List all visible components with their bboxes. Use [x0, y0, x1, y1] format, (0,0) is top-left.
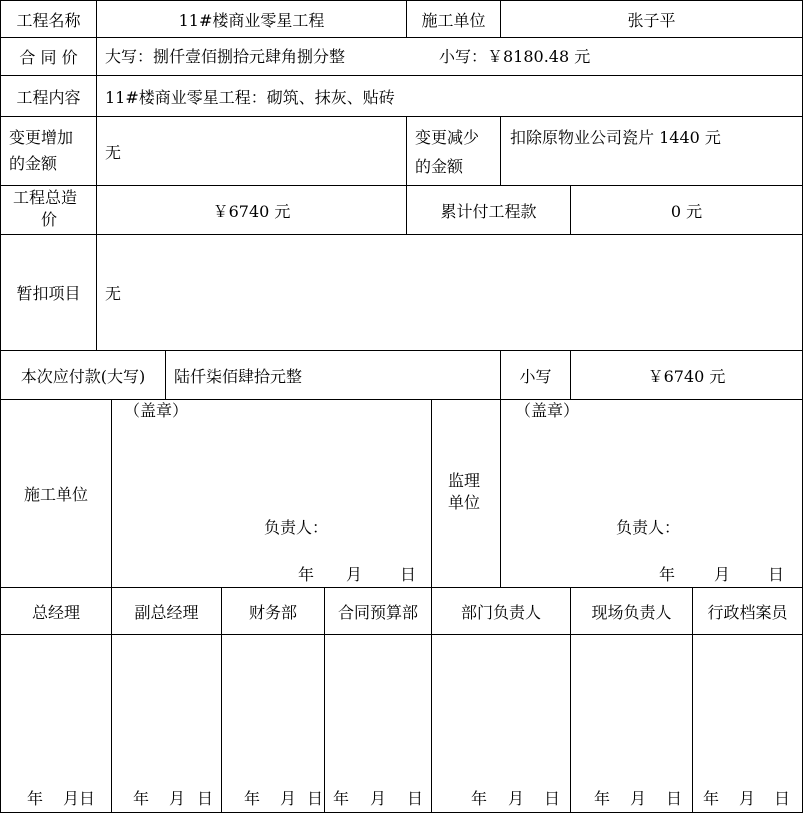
paid-value: 0 元 — [670, 201, 703, 221]
approval-date-day: 日 — [666, 789, 683, 808]
approval-box-finance — [221, 634, 325, 813]
approval-header-deputy-gm: 副总经理 — [111, 587, 222, 635]
supervisor-signature-cell — [500, 399, 803, 588]
approval-date-year: 年 — [27, 789, 44, 808]
approval-header-gm: 总经理 — [0, 587, 112, 635]
approval-box-deputy-gm — [111, 634, 222, 813]
approval-date-year: 年 — [703, 789, 720, 808]
contractor-month: 月 — [346, 565, 363, 584]
project-name-label-cell — [0, 0, 97, 38]
total-cost-cell — [96, 185, 407, 235]
approval-date-month-day: 月日 — [63, 789, 96, 808]
supervisor-month: 月 — [714, 565, 731, 584]
increase-value: 无 — [105, 142, 122, 162]
increase-label-line2: 的金额 — [9, 154, 58, 173]
contractor-person-in-charge: 负责人： — [264, 518, 329, 537]
paid-label-cell — [406, 185, 571, 235]
contractor-label-cell — [406, 0, 501, 38]
paid-value-cell — [570, 185, 803, 235]
decrease-label-cell — [406, 116, 501, 186]
total-cost-label-line2: 价 — [41, 210, 58, 229]
decrease-value-cell — [500, 116, 803, 186]
stamp-contractor-label: 施工单位 — [23, 485, 88, 504]
contractor-name: 张子平 — [627, 10, 676, 30]
approval-box-site-head — [570, 634, 693, 813]
contractor-label: 施工单位 — [421, 10, 486, 30]
contract-price-words: 大写：捌仟壹佰捌拾元肆角捌分整 — [105, 47, 346, 66]
approval-date-month: 月 — [370, 789, 387, 808]
increase-label-line1: 变更增加 — [9, 128, 74, 147]
payable-small-label: 小写 — [519, 366, 552, 386]
payable-small-label-cell — [500, 350, 571, 400]
supervisor-person-in-charge: 负责人： — [616, 518, 681, 537]
supervisor-seal-text: （盖章） — [515, 401, 580, 420]
approval-box-dept-head — [431, 634, 571, 813]
withheld-value-cell — [96, 234, 803, 351]
contractor-year: 年 — [298, 565, 315, 584]
contractor-day: 日 — [400, 565, 417, 584]
project-name-cell — [96, 0, 407, 38]
contractor-cell — [500, 0, 803, 38]
increase-value-cell — [96, 116, 407, 186]
withheld-value: 无 — [105, 284, 122, 303]
approval-header-dept-head: 部门负责人 — [431, 587, 571, 635]
approval-date-day: 日 — [774, 789, 791, 808]
content-label: 工程内容 — [16, 87, 81, 107]
contract-price-label: 合 同 价 — [19, 48, 78, 67]
approval-date-day: 日 — [407, 789, 424, 808]
approval-date-year: 年 — [333, 789, 350, 808]
paid-label: 累计付工程款 — [440, 201, 537, 221]
approval-header-contract-budget: 合同预算部 — [324, 587, 432, 635]
approval-date-year: 年 — [244, 789, 261, 808]
payable-words: 陆仟柒佰肆拾元整 — [174, 366, 303, 386]
contractor-seal-text: （盖章） — [124, 401, 189, 420]
contract-price-label-cell — [0, 37, 97, 76]
decrease-label-line1: 变更减少 — [415, 128, 480, 147]
supervisor-label-line1: 监理 — [448, 471, 481, 490]
approval-date-month: 月 — [169, 789, 186, 808]
approval-date-day: 日 — [307, 789, 324, 808]
total-cost-label-line1: 工程总造 — [13, 188, 78, 207]
approval-date-year: 年 — [471, 789, 488, 808]
project-name-label: 工程名称 — [16, 10, 81, 30]
contract-price-cell — [96, 37, 803, 76]
withheld-label: 暂扣项目 — [16, 284, 81, 303]
contract-price-figure: 小写：￥8180.48 元 — [439, 47, 591, 66]
approval-date-month: 月 — [508, 789, 525, 808]
supervisor-year: 年 — [659, 565, 676, 584]
total-cost-label-cell — [0, 185, 97, 235]
approval-date-day: 日 — [544, 789, 561, 808]
content-value: 11#楼商业零星工程：砌筑、抹灰、贴砖 — [105, 87, 395, 107]
supervisor-label-cell — [431, 399, 501, 588]
stamp-contractor-label-cell — [0, 399, 112, 588]
supervisor-label-line2: 单位 — [448, 493, 481, 512]
contractor-signature-cell — [111, 399, 432, 588]
payable-label: 本次应付款(大写) — [20, 366, 146, 386]
content-label-cell — [0, 75, 97, 117]
payable-figure: ￥6740 元 — [647, 366, 726, 386]
decrease-value: 扣除原物业公司瓷片 1440 元 — [510, 128, 721, 147]
supervisor-day: 日 — [768, 565, 785, 584]
content-cell — [96, 75, 803, 117]
withheld-label-cell — [0, 234, 97, 351]
approval-date-month: 月 — [630, 789, 647, 808]
project-name: 11#楼商业零星工程 — [178, 10, 325, 30]
increase-label-cell — [0, 116, 97, 186]
approval-date-month: 月 — [280, 789, 297, 808]
payable-figure-cell — [570, 350, 803, 400]
approval-date-month: 月 — [739, 789, 756, 808]
approval-header-site-head: 现场负责人 — [570, 587, 693, 635]
approval-header-admin-archivist: 行政档案员 — [692, 587, 803, 635]
approval-box-admin-archivist — [692, 634, 803, 813]
approval-header-finance: 财务部 — [221, 587, 325, 635]
approval-box-contract-budget — [324, 634, 432, 813]
payable-words-cell — [165, 350, 501, 400]
total-cost-value: ￥6740 元 — [212, 201, 291, 221]
approval-date-year: 年 — [133, 789, 150, 808]
approval-box-gm — [0, 634, 112, 813]
approval-date-day: 日 — [197, 789, 214, 808]
decrease-label-line2: 的金额 — [415, 157, 464, 176]
approval-date-year: 年 — [594, 789, 611, 808]
payable-label-cell — [0, 350, 166, 400]
